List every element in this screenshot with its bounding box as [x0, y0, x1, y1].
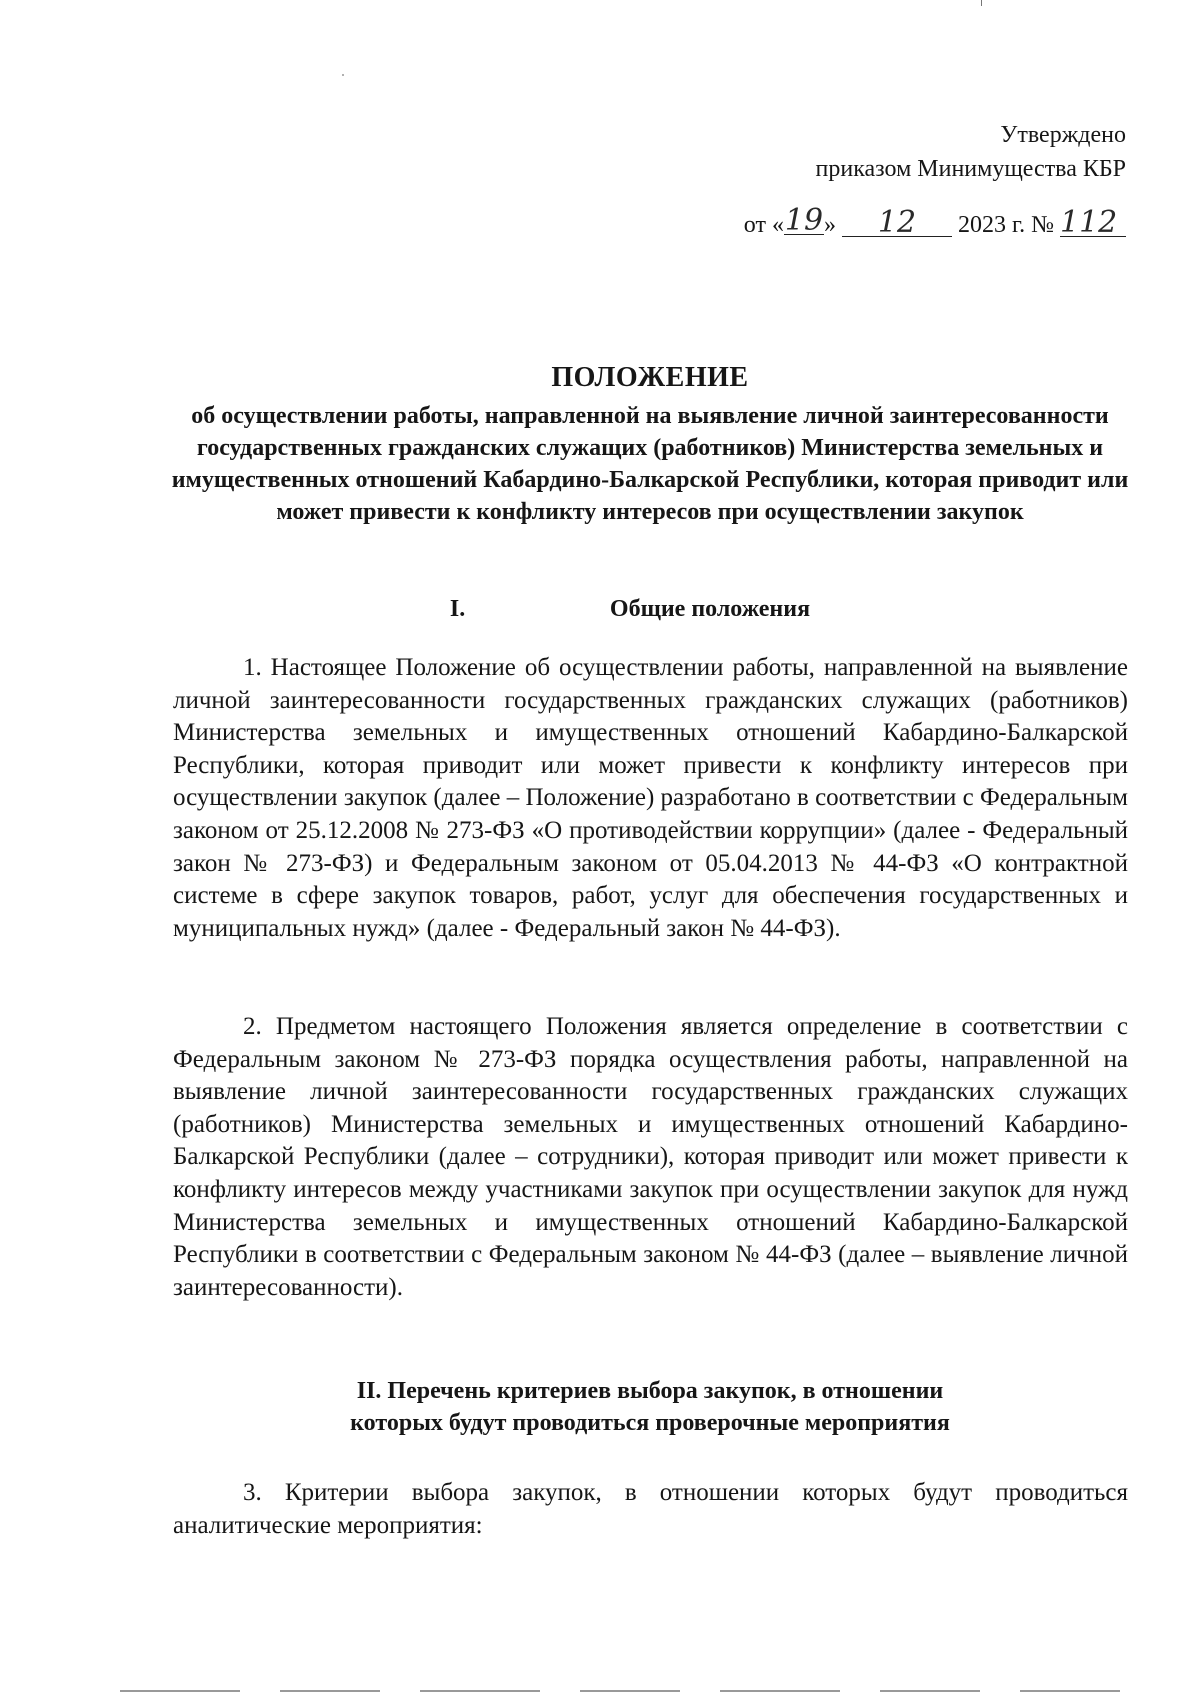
approval-date-line	[743, 203, 1126, 242]
title-block	[170, 360, 1130, 528]
approval-line-2: приказом Минимущества КБР	[815, 156, 1126, 182]
section-2-heading-line-2: которых будут проводиться проверочные мероприятия	[350, 1410, 950, 1436]
section-1-title: Общие положения	[609, 596, 811, 622]
approval-block	[744, 118, 1126, 242]
scan-artifact-bottom-edge	[120, 1690, 1120, 1692]
handwritten-month: 12	[842, 210, 952, 237]
section-1-number: I.	[449, 596, 466, 622]
section-1-heading	[170, 593, 1130, 625]
date-prefix: от «	[743, 212, 784, 238]
scan-artifact-tick	[981, 0, 982, 6]
section-2-heading	[170, 1375, 1130, 1439]
document-subtitle: об осуществлении работы, направленной на выявление личной заинтересованности государственных гражданских служащих (работников) Министерства земельных и имущественных отношений Кабардино-Балкарской Республики, которая приводит или может привести к конфликту интересов при осуществлении закупок	[171, 403, 1129, 525]
approval-line-1: Утверждено	[1000, 122, 1126, 148]
paragraph-1: 1. Настоящее Положение об осуществлении работы, направленной на выявление личной заинтересованности государственных гражданских служащих (работников) Министерства земельных и имущественных отношений Кабардино-Балкарской Республики, которая приводит или может привести к конфликту интересов при осуществлении закупок (далее – Положение) разработано в соответствии с Федеральным законом от 25.12.2008 № 273-ФЗ «О противодействии коррупции» (далее - Федеральный закон № 273-ФЗ) и Федеральным законом от 05.04.2013 № 44-ФЗ «О контрактной системе в сфере закупок товаров, работ, услуг для обеспечения государственных и муниципальных нужд» (далее - Федеральный закон № 44-ФЗ).	[173, 654, 1128, 942]
date-day-close: »	[823, 212, 836, 238]
scan-artifact-dot	[342, 74, 344, 76]
handwritten-order-number: 112	[1060, 210, 1126, 237]
paragraph-2: 2. Предметом настоящего Положения является определение в соответствии с Федеральным законом № 273-ФЗ порядка осуществления работы, направленной на выявление личной заинтересованности государственных гражданских служащих (работников) Министерства земельных и имущественных отношений Кабардино-Балкарской Республики (далее – сотрудники), которая приводит или может привести к конфликту интересов между участниками закупок при осуществлении закупок для нужд Министерства земельных и имущественных отношений Кабардино-Балкарской Республики в соответствии с Федеральным законом № 44-ФЗ (далее – выявление личной заинтересованности).	[173, 1013, 1128, 1301]
document-title: ПОЛОЖЕНИЕ	[551, 362, 749, 393]
paragraph-3: 3. Критерии выбора закупок, в отношении которых будут проводиться аналитические мероприятия:	[173, 1479, 1128, 1539]
date-year-text: 2023 г. №	[957, 212, 1054, 238]
section-2-heading-line-1: II. Перечень критериев выбора закупок, в отношении	[356, 1378, 944, 1404]
handwritten-day: 19	[784, 203, 824, 238]
